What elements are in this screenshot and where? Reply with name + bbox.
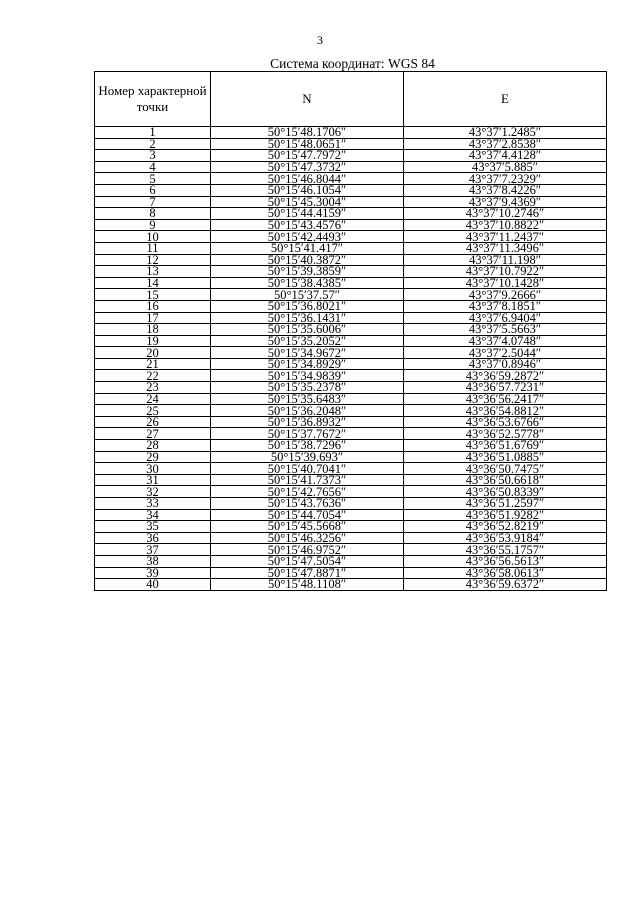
point-number-cell: 40 <box>95 579 211 591</box>
point-number-cell: 32 <box>95 486 211 498</box>
east-coordinate-cell: 43°37′8.4226″ <box>404 184 607 196</box>
table-row <box>95 532 607 544</box>
east-coordinate-cell: 43°36′51.0885″ <box>404 451 607 463</box>
east-coordinate-cell: 43°37′10.8822″ <box>404 219 607 231</box>
table-row <box>95 382 607 394</box>
point-number-cell: 27 <box>95 428 211 440</box>
point-number-cell: 3 <box>95 150 211 162</box>
east-coordinate-cell: 43°36′55.1757″ <box>404 544 607 556</box>
table-row <box>95 161 607 173</box>
east-coordinate-cell: 43°37′5.5663″ <box>404 324 607 336</box>
table-row <box>95 428 607 440</box>
page-number: 3 <box>317 33 323 47</box>
north-coordinate-cell: 50°15′41.7373″ <box>211 474 404 486</box>
point-number-cell: 24 <box>95 393 211 405</box>
table-row <box>95 300 607 312</box>
table-row <box>95 127 607 139</box>
table-row <box>95 393 607 405</box>
table-row <box>95 358 607 370</box>
point-number-cell: 9 <box>95 219 211 231</box>
table-row <box>95 579 607 591</box>
north-coordinate-cell: 50°15′38.4385″ <box>211 277 404 289</box>
table-row <box>95 463 607 475</box>
north-coordinate-cell: 50°15′46.8044″ <box>211 173 404 185</box>
table-row <box>95 277 607 289</box>
north-coordinate-cell: 50°15′39.3859″ <box>211 266 404 278</box>
north-coordinate-cell: 50°15′40.7041″ <box>211 463 404 475</box>
point-number-cell: 38 <box>95 555 211 567</box>
header-east: E <box>404 72 607 127</box>
table-row <box>95 474 607 486</box>
table-row <box>95 544 607 556</box>
east-coordinate-cell: 43°37′9.2666″ <box>404 289 607 301</box>
table-row <box>95 289 607 301</box>
east-coordinate-cell: 43°37′2.8538″ <box>404 138 607 150</box>
table-row <box>95 440 607 452</box>
east-coordinate-cell: 43°37′1.2485″ <box>404 127 607 139</box>
point-number-cell: 17 <box>95 312 211 324</box>
north-coordinate-cell: 50°15′34.9839″ <box>211 370 404 382</box>
east-coordinate-cell: 43°37′7.2329″ <box>404 173 607 185</box>
point-number-cell: 33 <box>95 498 211 510</box>
north-coordinate-cell: 50°15′47.8871″ <box>211 567 404 579</box>
north-coordinate-cell: 50°15′36.2048″ <box>211 405 404 417</box>
north-coordinate-cell: 50°15′37.57″ <box>211 289 404 301</box>
east-coordinate-cell: 43°36′53.6766″ <box>404 416 607 428</box>
east-coordinate-cell: 43°37′0.8946″ <box>404 358 607 370</box>
point-number-cell: 5 <box>95 173 211 185</box>
north-coordinate-cell: 50°15′42.7656″ <box>211 486 404 498</box>
north-coordinate-cell: 50°15′40.3872″ <box>211 254 404 266</box>
table-row <box>95 370 607 382</box>
point-number-cell: 37 <box>95 544 211 556</box>
table-row <box>95 208 607 220</box>
north-coordinate-cell: 50°15′41.417″ <box>211 242 404 254</box>
east-coordinate-cell: 43°36′50.7475″ <box>404 463 607 475</box>
point-number-cell: 15 <box>95 289 211 301</box>
north-coordinate-cell: 50°15′35.6483″ <box>211 393 404 405</box>
table-row <box>95 138 607 150</box>
east-coordinate-cell: 43°37′10.7922″ <box>404 266 607 278</box>
east-coordinate-cell: 43°37′2.5044″ <box>404 347 607 359</box>
table-row <box>95 324 607 336</box>
point-number-cell: 12 <box>95 254 211 266</box>
header-row <box>95 72 607 127</box>
point-number-cell: 1 <box>95 127 211 139</box>
north-coordinate-cell: 50°15′43.7636″ <box>211 498 404 510</box>
east-coordinate-cell: 43°36′51.2597″ <box>404 498 607 510</box>
point-number-cell: 18 <box>95 324 211 336</box>
east-coordinate-cell: 43°36′50.8339″ <box>404 486 607 498</box>
table-row <box>95 486 607 498</box>
north-coordinate-cell: 50°15′43.4576″ <box>211 219 404 231</box>
east-coordinate-cell: 43°37′8.1851″ <box>404 300 607 312</box>
point-number-cell: 34 <box>95 509 211 521</box>
point-number-cell: 39 <box>95 567 211 579</box>
table-row <box>95 347 607 359</box>
point-number-cell: 13 <box>95 266 211 278</box>
point-number-cell: 23 <box>95 382 211 394</box>
east-coordinate-cell: 43°36′53.9184″ <box>404 532 607 544</box>
north-coordinate-cell: 50°15′39.693″ <box>211 451 404 463</box>
east-coordinate-cell: 43°36′57.7231″ <box>404 382 607 394</box>
point-number-cell: 21 <box>95 358 211 370</box>
header-point-number: Номер характерной точки <box>95 72 211 127</box>
table-row <box>95 498 607 510</box>
east-coordinate-cell: 43°36′51.9282″ <box>404 509 607 521</box>
table-row <box>95 451 607 463</box>
table-row <box>95 231 607 243</box>
point-number-cell: 20 <box>95 347 211 359</box>
table-row <box>95 173 607 185</box>
north-coordinate-cell: 50°15′36.8932″ <box>211 416 404 428</box>
north-coordinate-cell: 50°15′37.7672″ <box>211 428 404 440</box>
north-coordinate-cell: 50°15′35.2052″ <box>211 335 404 347</box>
table-row <box>95 335 607 347</box>
point-number-cell: 14 <box>95 277 211 289</box>
north-coordinate-cell: 50°15′47.3732″ <box>211 161 404 173</box>
point-number-cell: 7 <box>95 196 211 208</box>
point-number-cell: 36 <box>95 532 211 544</box>
north-coordinate-cell: 50°15′36.8021″ <box>211 300 404 312</box>
east-coordinate-cell: 43°36′58.0613″ <box>404 567 607 579</box>
table-row <box>95 312 607 324</box>
east-coordinate-cell: 43°37′11.2437″ <box>404 231 607 243</box>
table-row <box>95 196 607 208</box>
point-number-cell: 22 <box>95 370 211 382</box>
north-coordinate-cell: 50°15′34.9672″ <box>211 347 404 359</box>
table-row <box>95 219 607 231</box>
table-header <box>95 72 607 127</box>
east-coordinate-cell: 43°36′56.5613″ <box>404 555 607 567</box>
east-coordinate-cell: 43°36′54.8812″ <box>404 405 607 417</box>
table-body <box>95 127 607 591</box>
east-coordinate-cell: 43°37′11.3496″ <box>404 242 607 254</box>
north-coordinate-cell: 50°15′46.9752″ <box>211 544 404 556</box>
north-coordinate-cell: 50°15′45.5668″ <box>211 521 404 533</box>
point-number-cell: 26 <box>95 416 211 428</box>
east-coordinate-cell: 43°37′4.4128″ <box>404 150 607 162</box>
point-number-cell: 31 <box>95 474 211 486</box>
point-number-cell: 16 <box>95 300 211 312</box>
point-number-cell: 28 <box>95 440 211 452</box>
east-coordinate-cell: 43°36′56.2417″ <box>404 393 607 405</box>
east-coordinate-cell: 43°36′52.8219″ <box>404 521 607 533</box>
table-row <box>95 509 607 521</box>
point-number-cell: 6 <box>95 184 211 196</box>
north-coordinate-cell: 50°15′48.1706″ <box>211 127 404 139</box>
table-row <box>95 184 607 196</box>
table-row <box>95 567 607 579</box>
east-coordinate-cell: 43°37′5.885″ <box>404 161 607 173</box>
east-coordinate-cell: 43°37′10.1428″ <box>404 277 607 289</box>
north-coordinate-cell: 50°15′35.2378″ <box>211 382 404 394</box>
point-number-cell: 30 <box>95 463 211 475</box>
coordinates-table <box>94 71 607 591</box>
east-coordinate-cell: 43°36′52.5778″ <box>404 428 607 440</box>
north-coordinate-cell: 50°15′44.7054″ <box>211 509 404 521</box>
table-row <box>95 521 607 533</box>
point-number-cell: 10 <box>95 231 211 243</box>
point-number-cell: 25 <box>95 405 211 417</box>
east-coordinate-cell: 43°37′9.4369″ <box>404 196 607 208</box>
east-coordinate-cell: 43°37′4.0748″ <box>404 335 607 347</box>
table-row <box>95 266 607 278</box>
table-row <box>95 405 607 417</box>
table-row <box>95 150 607 162</box>
north-coordinate-cell: 50°15′34.8929″ <box>211 358 404 370</box>
east-coordinate-cell: 43°36′59.6372″ <box>404 579 607 591</box>
north-coordinate-cell: 50°15′42.4493″ <box>211 231 404 243</box>
north-coordinate-cell: 50°15′48.0651″ <box>211 138 404 150</box>
north-coordinate-cell: 50°15′47.5054″ <box>211 555 404 567</box>
point-number-cell: 8 <box>95 208 211 220</box>
east-coordinate-cell: 43°36′51.6769″ <box>404 440 607 452</box>
point-number-cell: 4 <box>95 161 211 173</box>
point-number-cell: 35 <box>95 521 211 533</box>
east-coordinate-cell: 43°36′59.2872″ <box>404 370 607 382</box>
coordinate-system-caption: Система координат: WGS 84 <box>270 56 435 71</box>
north-coordinate-cell: 50°15′48.1108″ <box>211 579 404 591</box>
north-coordinate-cell: 50°15′44.4159″ <box>211 208 404 220</box>
point-number-cell: 2 <box>95 138 211 150</box>
north-coordinate-cell: 50°15′38.7296″ <box>211 440 404 452</box>
table-row <box>95 416 607 428</box>
point-number-cell: 19 <box>95 335 211 347</box>
point-number-cell: 11 <box>95 242 211 254</box>
east-coordinate-cell: 43°37′6.9404″ <box>404 312 607 324</box>
north-coordinate-cell: 50°15′46.1054″ <box>211 184 404 196</box>
north-coordinate-cell: 50°15′45.3004″ <box>211 196 404 208</box>
east-coordinate-cell: 43°36′50.6618″ <box>404 474 607 486</box>
header-north: N <box>211 72 404 127</box>
north-coordinate-cell: 50°15′36.1431″ <box>211 312 404 324</box>
north-coordinate-cell: 50°15′46.3256″ <box>211 532 404 544</box>
north-coordinate-cell: 50°15′35.6006″ <box>211 324 404 336</box>
point-number-cell: 29 <box>95 451 211 463</box>
north-coordinate-cell: 50°15′47.7972″ <box>211 150 404 162</box>
table-row <box>95 254 607 266</box>
east-coordinate-cell: 43°37′10.2746″ <box>404 208 607 220</box>
table-row <box>95 242 607 254</box>
east-coordinate-cell: 43°37′11.198″ <box>404 254 607 266</box>
table-row <box>95 555 607 567</box>
